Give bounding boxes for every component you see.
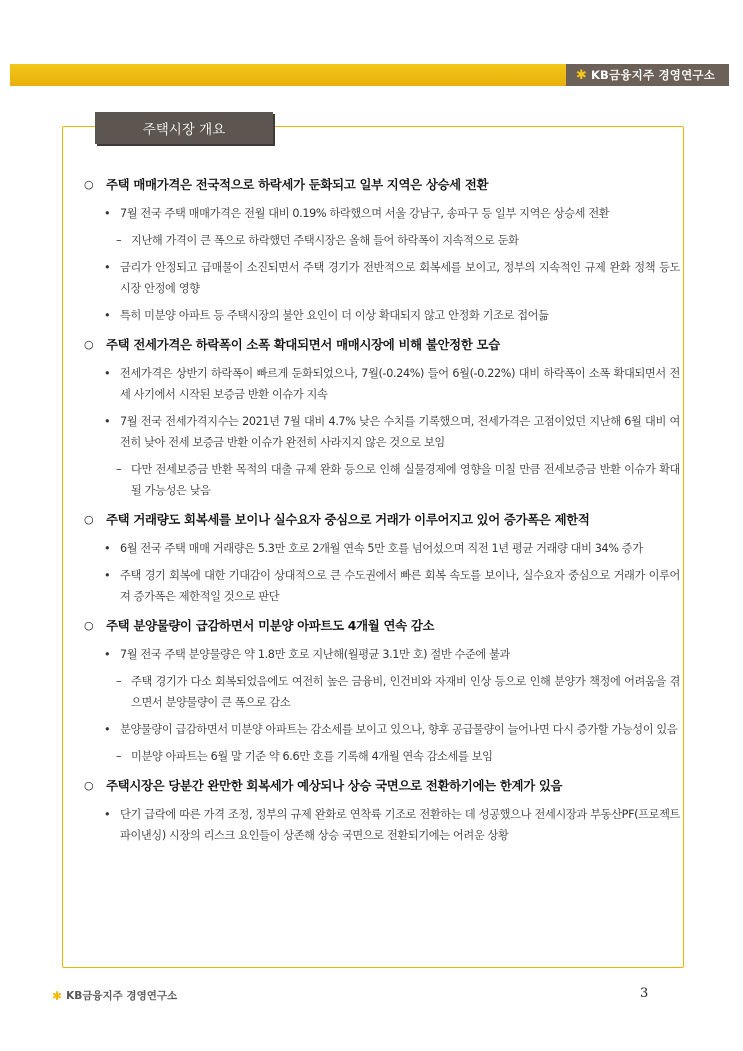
dot-bullet-icon: • — [104, 723, 111, 736]
dot-bullet-icon: • — [104, 808, 111, 821]
footer-brand-label: KB금융지주 경영연구소 — [66, 990, 178, 1002]
item-text: 지난해 가격이 큰 폭으로 하락했던 주택시장은 올해 들어 하락폭이 지속적으로 둔화 — [131, 234, 519, 247]
section-heading-text: 주택 전세가격은 하락폭이 소폭 확대되면서 매매시장에 비해 불안정한 모습 — [106, 337, 500, 352]
bullet-item — [84, 719, 680, 740]
sub-item — [84, 230, 680, 251]
section-heading-text: 주택 분양물량이 급감하면서 미분양 아파트도 4개월 연속 감소 — [106, 618, 435, 633]
section — [84, 176, 680, 326]
item-text: 다만 전세보증금 반환 목적의 대출 규제 완화 등으로 인해 실물경제에 영향을 미칠 만큼 전세보증금 반환 이슈가 확대될 가능성은 낮음 — [131, 463, 680, 497]
dash-icon: – — [116, 463, 122, 476]
page-number: 3 — [640, 986, 649, 1001]
bullet-item — [84, 305, 680, 326]
circle-bullet-icon: ○ — [84, 178, 94, 191]
box-title: 주택시장 개요 — [95, 112, 273, 144]
header-brand — [566, 64, 729, 86]
kb-star-icon: ✱ — [52, 988, 63, 1003]
content-body — [84, 176, 680, 856]
bullet-item — [84, 203, 680, 224]
section-heading — [84, 176, 680, 194]
item-text: 단기 급락에 따른 가격 조정, 정부의 규제 완화로 연착륙 기조로 전환하는 데 성공했으나 전세시장과 부동산PF(프로젝트파이낸싱) 시장의 리스크 요인들이 상존해 상승 국면으로 전환되기에는 어려운 상황 — [120, 808, 680, 842]
dot-bullet-icon: • — [104, 415, 111, 428]
section — [84, 617, 680, 767]
bullet-item — [84, 644, 680, 665]
dot-bullet-icon: • — [104, 542, 111, 555]
item-text: 미분양 아파트는 6월 말 기준 약 6.6만 호를 기록해 4개월 연속 감소세를 보임 — [131, 750, 493, 763]
bullet-item — [84, 363, 680, 405]
footer-brand — [52, 988, 177, 1003]
sub-item — [84, 746, 680, 767]
dot-bullet-icon: • — [104, 367, 111, 380]
header-bar — [10, 64, 729, 86]
dot-bullet-icon: • — [104, 207, 111, 220]
item-text: 6월 전국 주택 매매 거래량은 5.3만 호로 2개월 연속 5만 호를 넘어섰으며 직전 1년 평균 거래량 대비 34% 증가 — [120, 542, 643, 555]
sub-item — [84, 459, 680, 501]
sub-item — [84, 671, 680, 713]
dash-icon: – — [116, 234, 122, 247]
section-heading — [84, 336, 680, 354]
item-text: 분양물량이 급감하면서 미분양 아파트는 감소세를 보이고 있으나, 향후 공급물량이 늘어나면 다시 증가할 가능성이 있음 — [120, 723, 678, 736]
section-heading — [84, 511, 680, 529]
bullet-item — [84, 411, 680, 453]
item-text: 주택 경기 회복에 대한 기대감이 상대적으로 큰 수도권에서 빠른 회복 속도를 보이나, 실수요자 중심으로 거래가 이루어져 증가폭은 제한적일 것으로 판단 — [120, 569, 680, 603]
section-heading-text: 주택 매매가격은 전국적으로 하락세가 둔화되고 일부 지역은 상승세 전환 — [106, 177, 489, 192]
item-text: 7월 전국 주택 분양물량은 약 1.8만 호로 지난해(월평균 3.1만 호) 절반 수준에 불과 — [120, 648, 511, 661]
kb-star-icon: ✱ — [575, 67, 587, 83]
dot-bullet-icon: • — [104, 309, 111, 322]
section-heading-text: 주택 거래량도 회복세를 보이나 실수요자 중심으로 거래가 이루어지고 있어 증가폭은 제한적 — [106, 512, 590, 527]
dot-bullet-icon: • — [104, 261, 111, 274]
section — [84, 777, 680, 846]
circle-bullet-icon: ○ — [84, 779, 94, 792]
circle-bullet-icon: ○ — [84, 513, 94, 526]
item-text: 특히 미분양 아파트 등 주택시장의 불안 요인이 더 이상 확대되지 않고 안정화 기조로 접어듦 — [120, 309, 549, 322]
item-text: 7월 전국 주택 매매가격은 전월 대비 0.19% 하락했으며 서울 강남구, 송파구 등 일부 지역은 상승세 전환 — [120, 207, 610, 220]
circle-bullet-icon: ○ — [84, 338, 94, 351]
bullet-item — [84, 565, 680, 607]
item-text: 전세가격은 상반기 하락폭이 빠르게 둔화되었으나, 7월(-0.24%) 들어 6월(-0.22%) 대비 하락폭이 소폭 확대되면서 전세 사기에서 시작된 보증금 반환 이슈가 지속 — [120, 367, 680, 401]
section-heading — [84, 777, 680, 795]
section — [84, 511, 680, 607]
dash-icon: – — [116, 675, 122, 688]
section-heading-text: 주택시장은 당분간 완만한 회복세가 예상되나 상승 국면으로 전환하기에는 한계가 있음 — [106, 778, 563, 793]
circle-bullet-icon: ○ — [84, 619, 94, 632]
bullet-item — [84, 538, 680, 559]
bullet-item — [84, 257, 680, 299]
item-text: 금리가 안정되고 급매물이 소진되면서 주택 경기가 전반적으로 회복세를 보이고, 정부의 지속적인 규제 완화 정책 등도 시장 안정에 영향 — [120, 261, 680, 295]
dot-bullet-icon: • — [104, 648, 111, 661]
section-heading — [84, 617, 680, 635]
item-text: 7월 전국 전세가격지수는 2021년 7월 대비 4.7% 낮은 수치를 기록했으며, 전세가격은 고점이었던 지난해 6월 대비 여전히 낮아 전세 보증금 반환 이슈가 완전히 사라지지 않은 것으로 보임 — [120, 415, 680, 449]
section — [84, 336, 680, 501]
bullet-item — [84, 804, 680, 846]
item-text: 주택 경기가 다소 회복되었음에도 여전히 높은 금융비, 인건비와 자재비 인상 등으로 인해 분양가 책정에 어려움을 겪으면서 분양물량이 큰 폭으로 감소 — [131, 675, 680, 709]
dash-icon: – — [116, 750, 122, 763]
dot-bullet-icon: • — [104, 569, 111, 582]
header-brand-label: KB금융지주 경영연구소 — [590, 68, 715, 82]
